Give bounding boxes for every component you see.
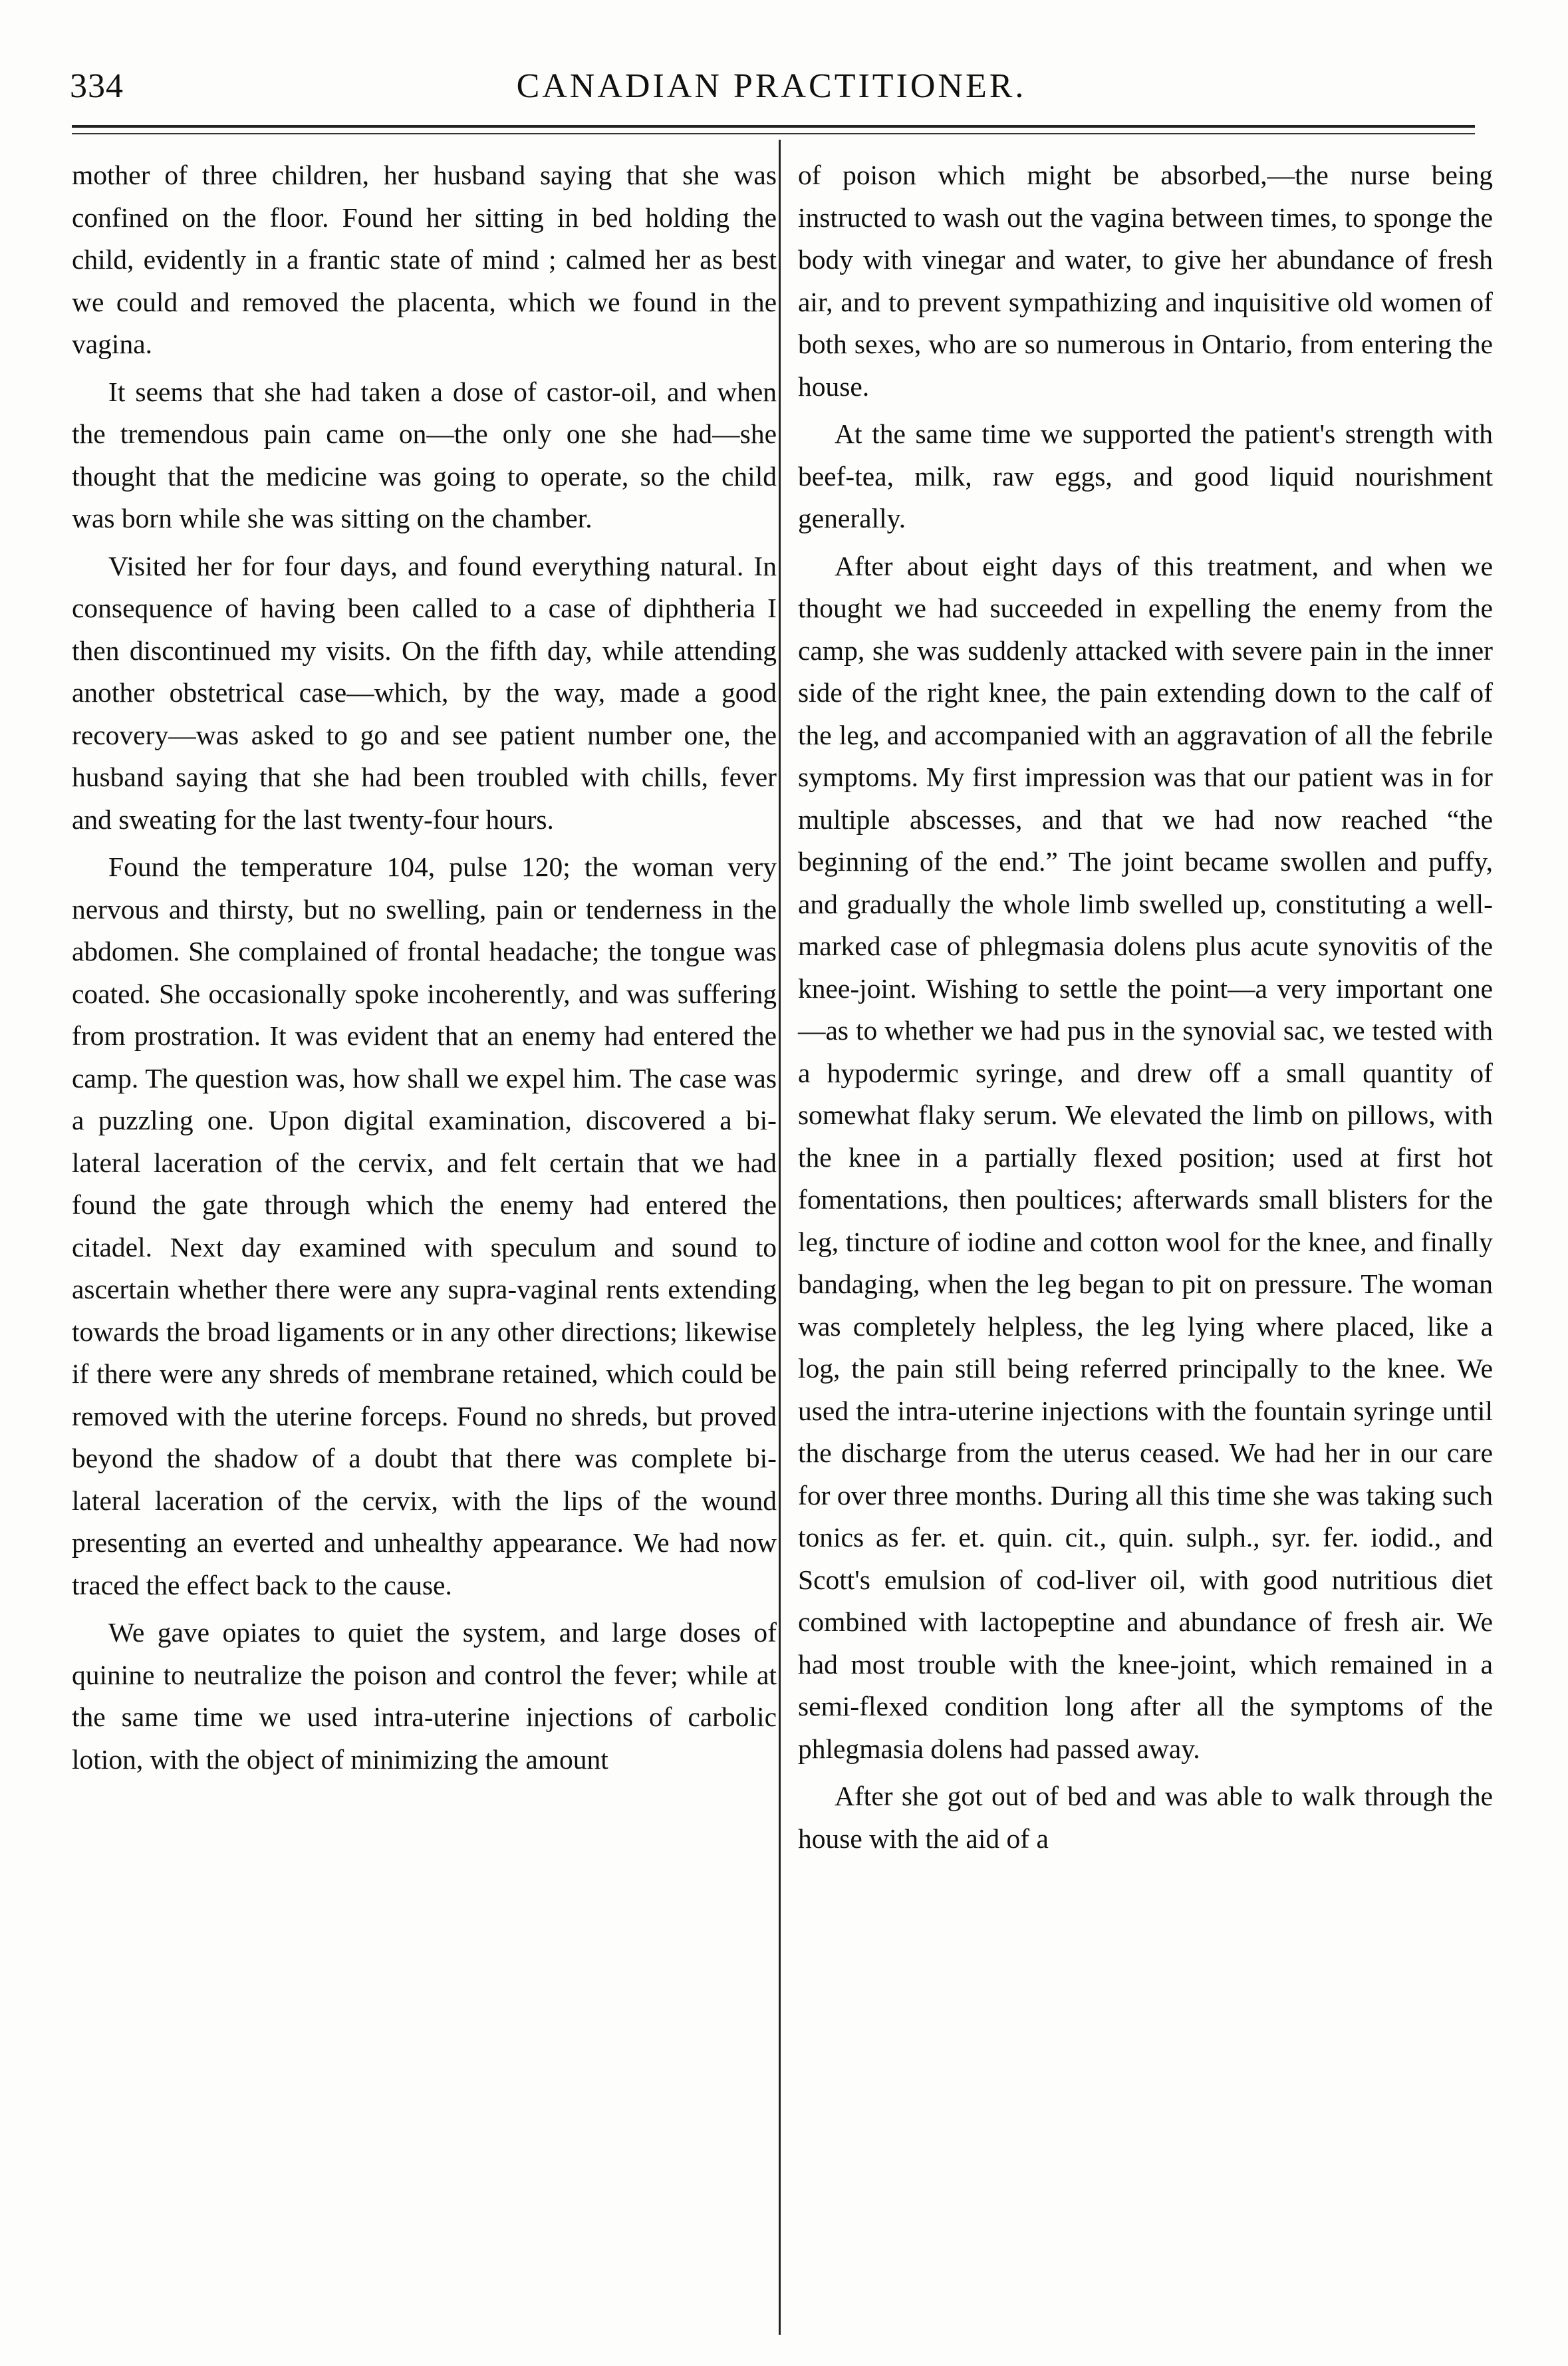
left-column — [72, 154, 777, 1786]
paragraph: Visited her for four days, and found everything natural. In consequence of having been called to a case of diphtheria I then discontinued my visits. On the fifth day, while attending another obstetrical case—which, by the way, made a good recovery—was asked to go and see patient number one, the husband saying that she had been troubled with chills, fever and sweating for the last twenty-four hours. — [72, 550, 777, 835]
column-divider — [779, 140, 781, 2335]
paragraph: of poison which might be absorbed,—the nurse being instructed to wash out the vagina between times, to sponge the body with vinegar and water, to give her abundance of fresh air, and to prevent sympathizing and inquisitive old women of both sexes, who are so numerous in Ontario, from entering the house. — [798, 160, 1493, 402]
header-rule-thick — [72, 125, 1475, 128]
paragraph: At the same time we supported the patient's strength with beef-tea, milk, raw eggs, and good liquid nourishment generally. — [798, 418, 1493, 533]
running-header — [70, 67, 1473, 120]
paragraph: mother of three children, her husband saying that she was confined on the floor. Found her sitting in bed holding the child, evidently in a frantic state of mind ; calmed her as best we could and removed the placenta, which we found in the vagina. — [72, 160, 777, 359]
paragraph: Found the temperature 104, pulse 120; the woman very nervous and thirsty, but no swelling, pain or tenderness in the abdomen. She complained of frontal headache; the tongue was coated. She occasionally spoke incoherently, and was suffering from prostration. It was evident that an enemy had entered the camp. The question was, how shall we expel him. The case was a puzzling one. Upon digital examination, discovered a bi-lateral laceration of the cervix, and felt certain that we had found the gate through which the enemy had entered the citadel. Next day examined with speculum and sound to ascertain whether there were any supra-vaginal rents extending towards the broad ligaments or in any other directions; likewise if there were any shreds of membrane retained, which could be removed with the uterine forceps. Found no shreds, but proved beyond the shadow of a doubt that there was complete bi-lateral laceration of the cervix, with the lips of the wound presenting an everted and unhealthy appearance. We had now traced the effect back to the cause. — [72, 851, 777, 1600]
header-rule-thin — [72, 133, 1475, 134]
page-number: 334 — [70, 67, 124, 105]
paragraph: After about eight days of this treatment, and when we thought we had succeeded in expelling the enemy from the camp, she was suddenly attacked with severe pain in the inner side of the right knee, the pain extending down to the calf of the leg, and accompanied with an aggravation of all the febrile symptoms. My first impression was that our patient was in for multiple abscesses, and that we had now reached “the beginning of the end.” The joint became swollen and puffy, and gradually the whole limb swelled up, constituting a well-marked case of phlegmasia dolens plus acute synovitis of the knee-joint. Wishing to settle the point—a very important one—as to whether we had pus in the synovial sac, we tested with a hypodermic syringe, and drew off a small quantity of somewhat flaky serum. We elevated the limb on pillows, with the knee in a partially flexed position; used at first hot fomentations, then poultices; afterwards small blisters for the leg, tincture of iodine and cotton wool for the knee, and finally bandaging, when the leg began to pit on pressure. The woman was completely helpless, the leg lying where placed, like a log, the pain still being referred principally to the knee. We used the intra-uterine injections with the fountain syringe until the discharge from the uterus ceased. We had her in our care for over three months. During all this time she was taking such tonics as fer. et. quin. cit., quin. sulph., syr. fer. iodid., and Scott's emulsion of cod-liver oil, with good nutritious diet combined with lactopeptine and abundance of fresh air. We had most trouble with the knee-joint, which remained in a semi-flexed condition long after all the symptoms of the phlegmasia dolens had passed away. — [798, 550, 1493, 1764]
journal-title: CANADIAN PRACTITIONER. — [516, 67, 1027, 105]
paragraph: It seems that she had taken a dose of castor-oil, and when the tremendous pain came on—the only one she had—she thought that the medicine was going to operate, so the child was born while she was sitting on the chamber. — [72, 376, 777, 533]
paragraph: We gave opiates to quiet the system, and large doses of quinine to neutralize the poison and control the fever; while at the same time we used intra-uterine injections of carbolic lotion, with the object of minimizing the amount — [72, 1617, 777, 1775]
right-column — [798, 154, 1493, 1865]
paragraph: After she got out of bed and was able to walk through the house with the aid of a — [798, 1781, 1493, 1854]
